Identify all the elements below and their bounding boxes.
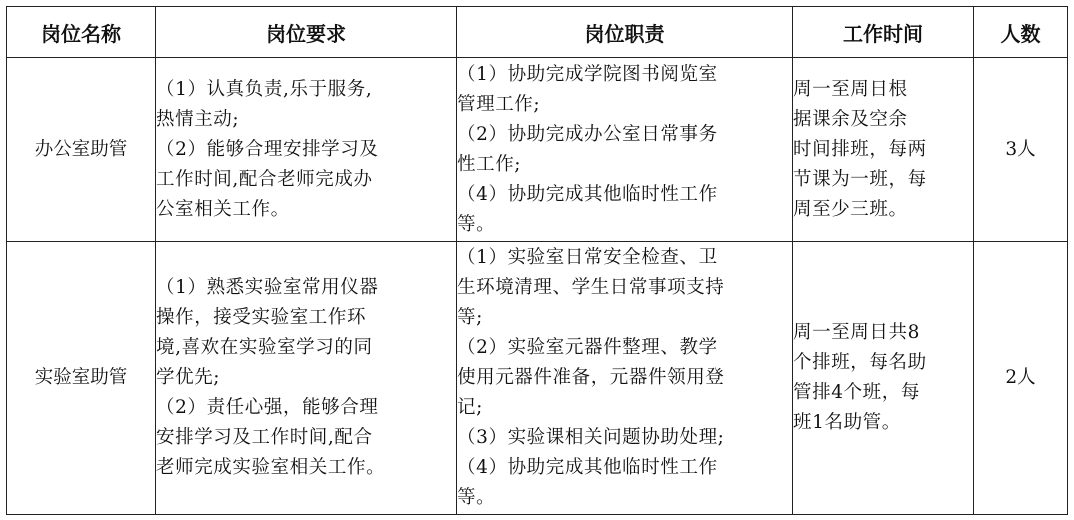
requirements-line: 工作时间,配合老师完成办	[156, 168, 373, 190]
duties-line: 性工作;	[457, 153, 522, 175]
requirements-line: （1）熟悉实验室常用仪器	[156, 277, 379, 298]
header-headcount: 人数	[974, 7, 1068, 58]
requirements-line: 境,喜欢在实验室学习的同	[156, 337, 373, 358]
duties-line: （4）协助完成其他临时性工作	[457, 457, 718, 478]
work-time-line: 周一至周日共8	[793, 322, 920, 343]
work-time-cell	[793, 242, 974, 515]
duties-cell	[457, 242, 793, 515]
work-time-line: 周一至周日根	[793, 78, 908, 100]
table-row	[7, 58, 1068, 242]
duties-line: （2）协助完成办公室日常事务	[457, 123, 718, 145]
duties-line: （4）协助完成其他临时性工作	[457, 183, 718, 205]
duties-line: 生环境清理、学生日常事项支持	[457, 277, 725, 298]
duties-line: （2）实验室元器件整理、教学	[457, 337, 718, 358]
headcount: 3人	[974, 58, 1068, 242]
requirements-line: 公室相关工作。	[156, 198, 290, 220]
work-time-line: 周至少三班。	[793, 198, 908, 220]
headcount: 2人	[974, 242, 1068, 515]
requirements-line: 学优先;	[156, 367, 221, 388]
duties-line: 使用元器件准备，元器件领用登	[457, 367, 725, 388]
requirements-cell	[156, 58, 457, 242]
header-requirements: 岗位要求	[156, 7, 457, 58]
work-time-line: 管排4个班，每	[793, 382, 920, 403]
duties-line: 记;	[457, 397, 483, 418]
duties-line: （3）实验课相关问题协助处理;	[457, 427, 725, 448]
requirements-line: （1）认真负责,乐于服务,	[156, 78, 373, 100]
work-time-line: 个排班，每名助	[793, 352, 927, 373]
duties-line: 等。	[457, 213, 496, 235]
work-time-line: 据课余及空余	[793, 108, 908, 130]
requirements-line: 老师完成实验室相关工作。	[156, 457, 386, 478]
job-table	[6, 6, 1068, 515]
work-time-line: 时间排班，每两	[793, 138, 927, 160]
duties-line: 等。	[457, 487, 496, 508]
requirements-line: 热情主动;	[156, 108, 240, 130]
header-work-time: 工作时间	[793, 7, 974, 58]
table-row	[7, 242, 1068, 515]
header-duties: 岗位职责	[457, 7, 793, 58]
requirements-line: 操作，接受实验室工作环	[156, 307, 367, 328]
requirements-line: 安排学习及工作时间,配合	[156, 427, 373, 448]
duties-line: 管理工作;	[457, 93, 541, 115]
requirements-line: （2）责任心强，能够合理	[156, 397, 379, 418]
work-time-cell	[793, 58, 974, 242]
position-name: 实验室助管	[7, 242, 156, 515]
work-time-line: 节课为一班，每	[793, 168, 927, 190]
duties-cell	[457, 58, 793, 242]
position-name: 办公室助管	[7, 58, 156, 242]
work-time-line: 班1名助管。	[793, 412, 901, 433]
duties-line: （1）实验室日常安全检查、卫	[457, 247, 718, 268]
requirements-cell	[156, 242, 457, 515]
header-position-name: 岗位名称	[7, 7, 156, 58]
duties-line: 等;	[457, 307, 483, 328]
requirements-line: （2）能够合理安排学习及	[156, 138, 379, 160]
duties-line: （1）协助完成学院图书阅览室	[457, 63, 718, 85]
header-row	[7, 7, 1068, 58]
